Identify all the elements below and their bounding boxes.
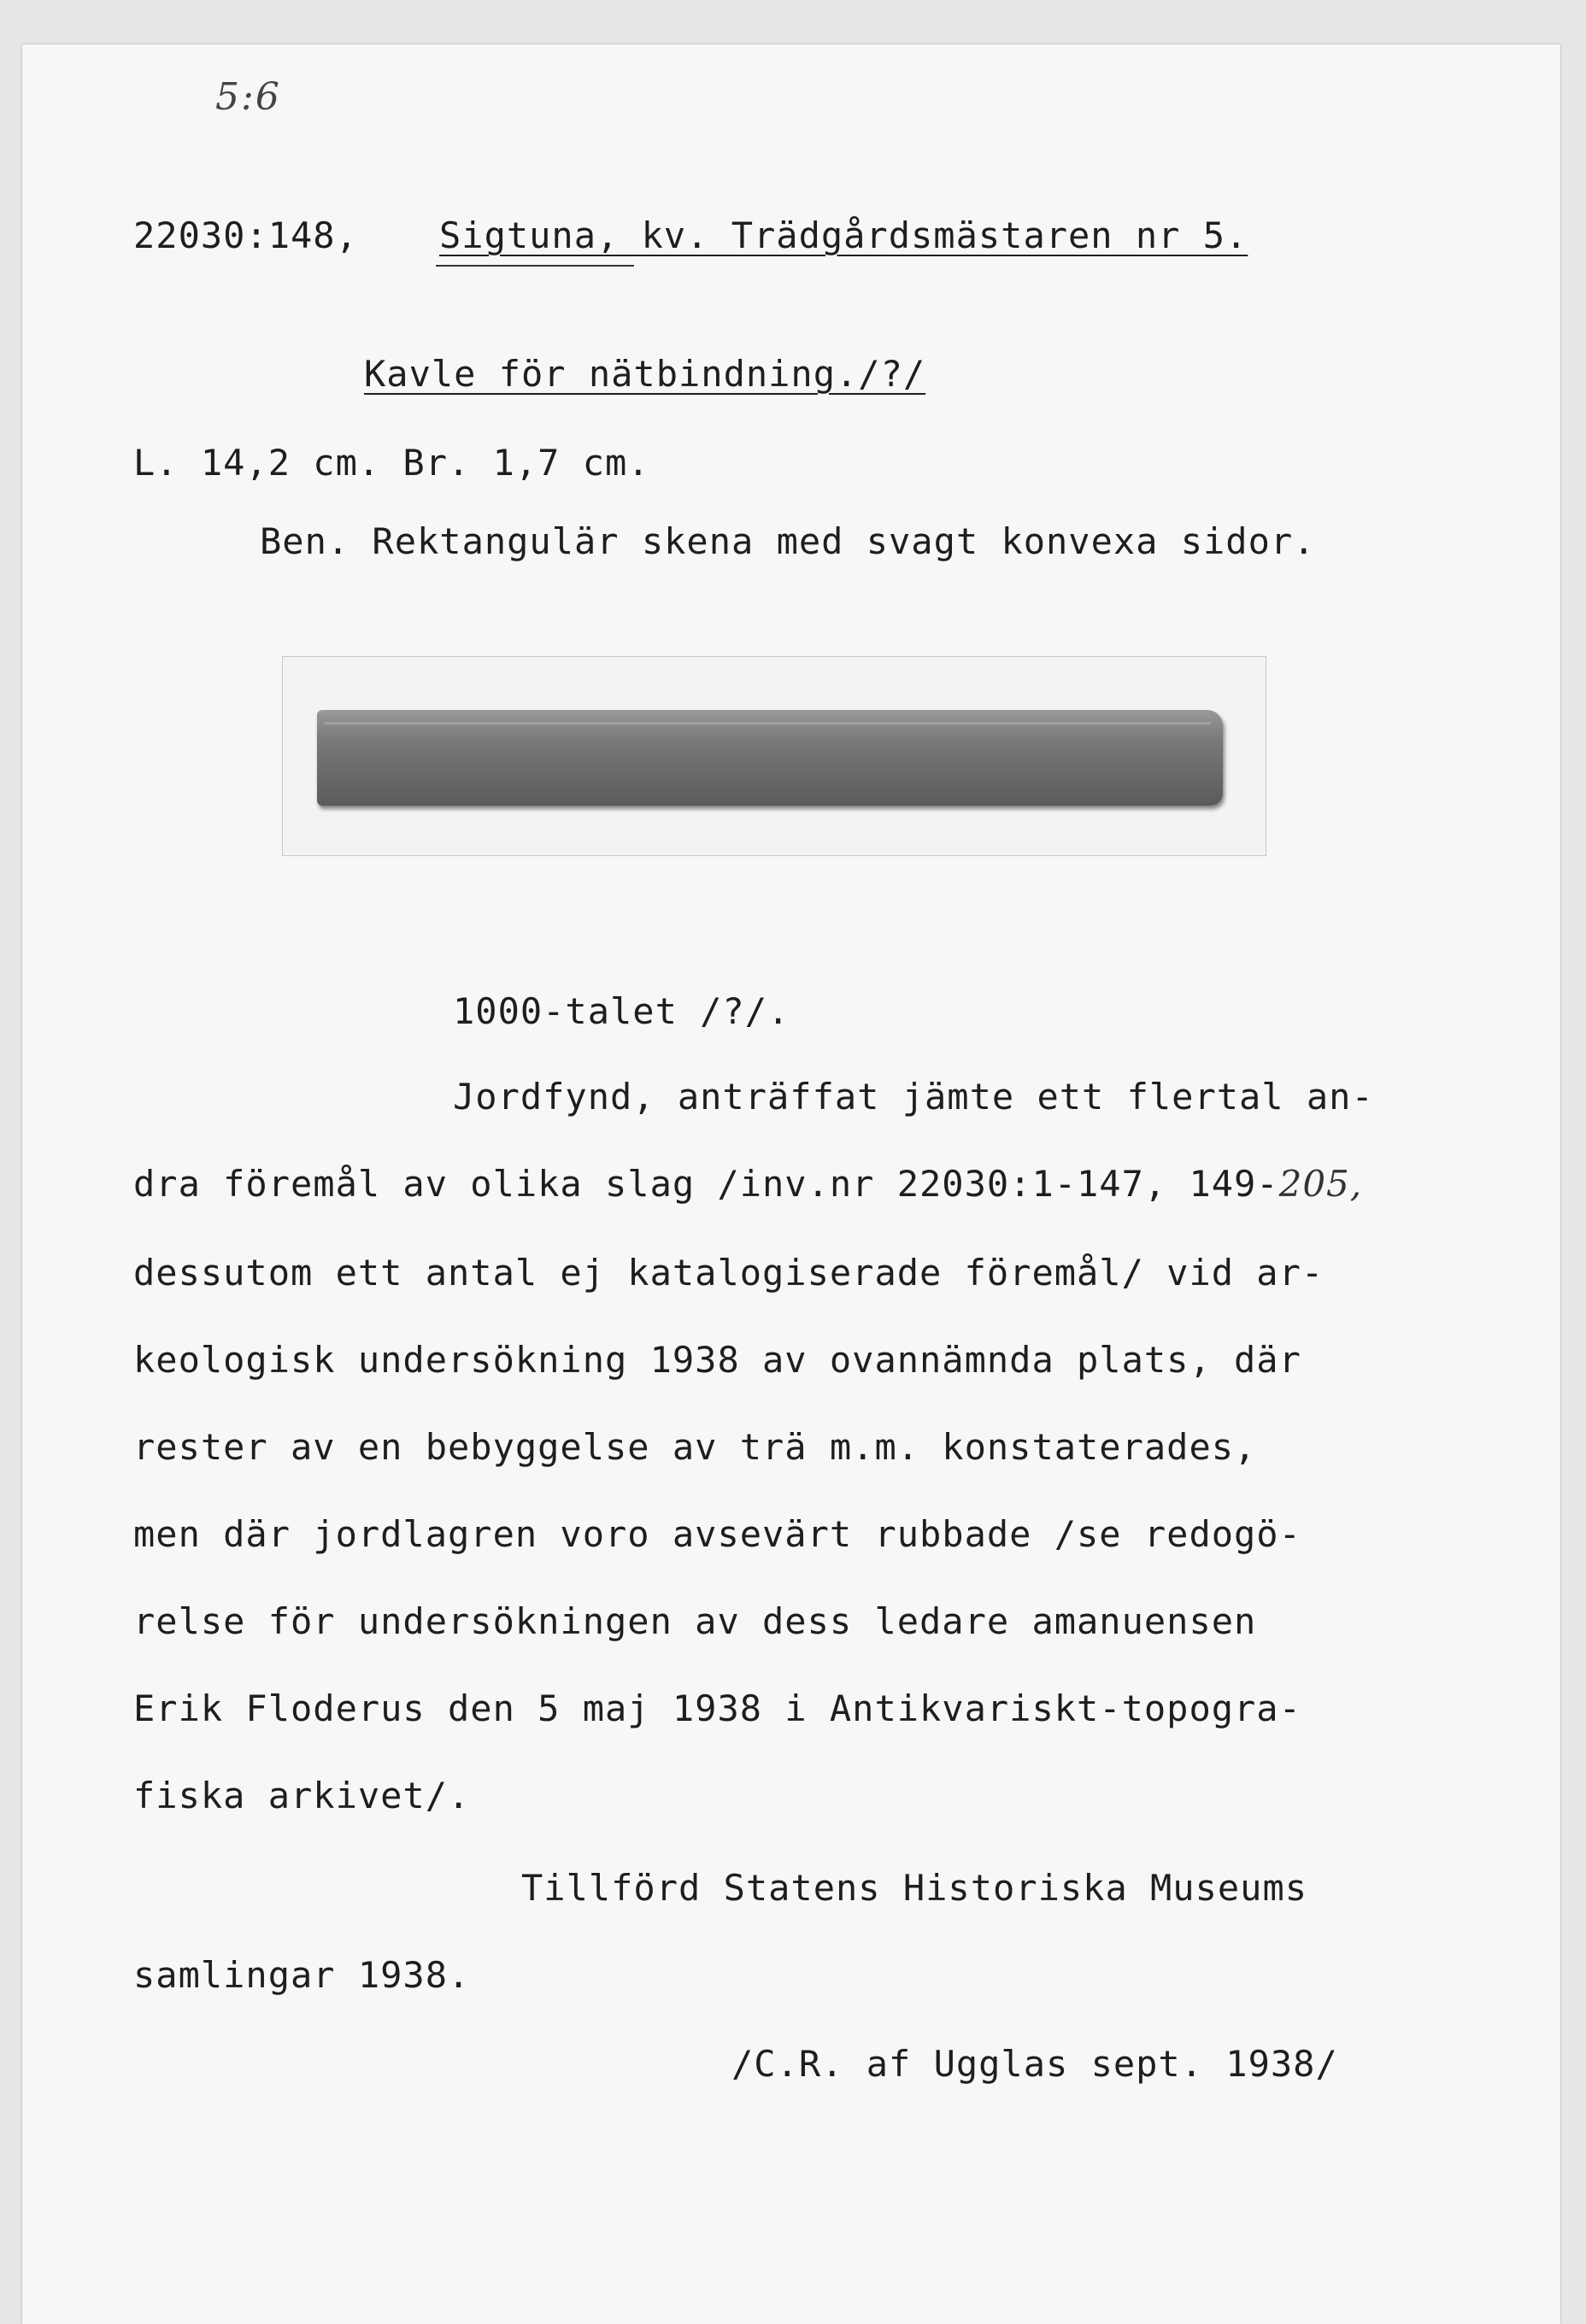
find-line-7: relse för undersökningen av dess ledare amanuensen — [133, 1600, 1257, 1642]
inventory-number: 22030:148, — [133, 214, 358, 256]
dating: 1000-talet /?/. — [453, 990, 790, 1032]
find-line-5: rester av en bebyggelse av trä m.m. konstaterades, — [133, 1426, 1257, 1468]
find-line-3: dessutom ett antal ej katalogiserade föremål/ vid ar- — [133, 1252, 1325, 1294]
catalog-card — [22, 44, 1560, 2324]
find-line-6: men där jordlagren voro avsevärt rubbade /se redogö- — [133, 1513, 1301, 1555]
dimensions: L. 14,2 cm. Br. 1,7 cm. — [133, 442, 650, 484]
handwritten-corner-mark: 5:6 — [215, 75, 281, 119]
object-photograph — [282, 656, 1266, 856]
find-line-4: keologisk undersökning 1938 av ovannämnda plats, där — [133, 1339, 1301, 1381]
handwritten-range-end: 205, — [1278, 1163, 1363, 1205]
find-line-1: Jordfynd, anträffat jämte ett flertal an- — [453, 1076, 1374, 1118]
object-title-text: Kavle för nätbindning./?/ — [364, 353, 926, 395]
find-line-8: Erik Floderus den 5 maj 1938 i Antikvariskt-topogra- — [133, 1687, 1301, 1729]
bone-object-photo-icon — [317, 710, 1223, 806]
cataloguer-signature: /C.R. af Ugglas sept. 1938/ — [731, 2043, 1338, 2085]
acquisition-line-1: Tillförd Statens Historiska Museums — [521, 1867, 1308, 1909]
acquisition-line-2: samlingar 1938. — [133, 1954, 471, 1996]
site-heading: Sigtuna, kv. Trädgårdsmästaren nr 5. — [439, 214, 1248, 256]
object-title — [364, 354, 925, 395]
material-description: Ben. Rektangulär skena med svagt konvexa sidor. — [260, 520, 1316, 562]
heading-underline-rule — [436, 265, 634, 267]
find-line-2-text: dra föremål av olika slag /inv.nr 22030:1-147, 149- — [133, 1163, 1279, 1205]
find-line-9: fiska arkivet/. — [133, 1775, 471, 1816]
find-line-2 — [133, 1164, 1362, 1205]
